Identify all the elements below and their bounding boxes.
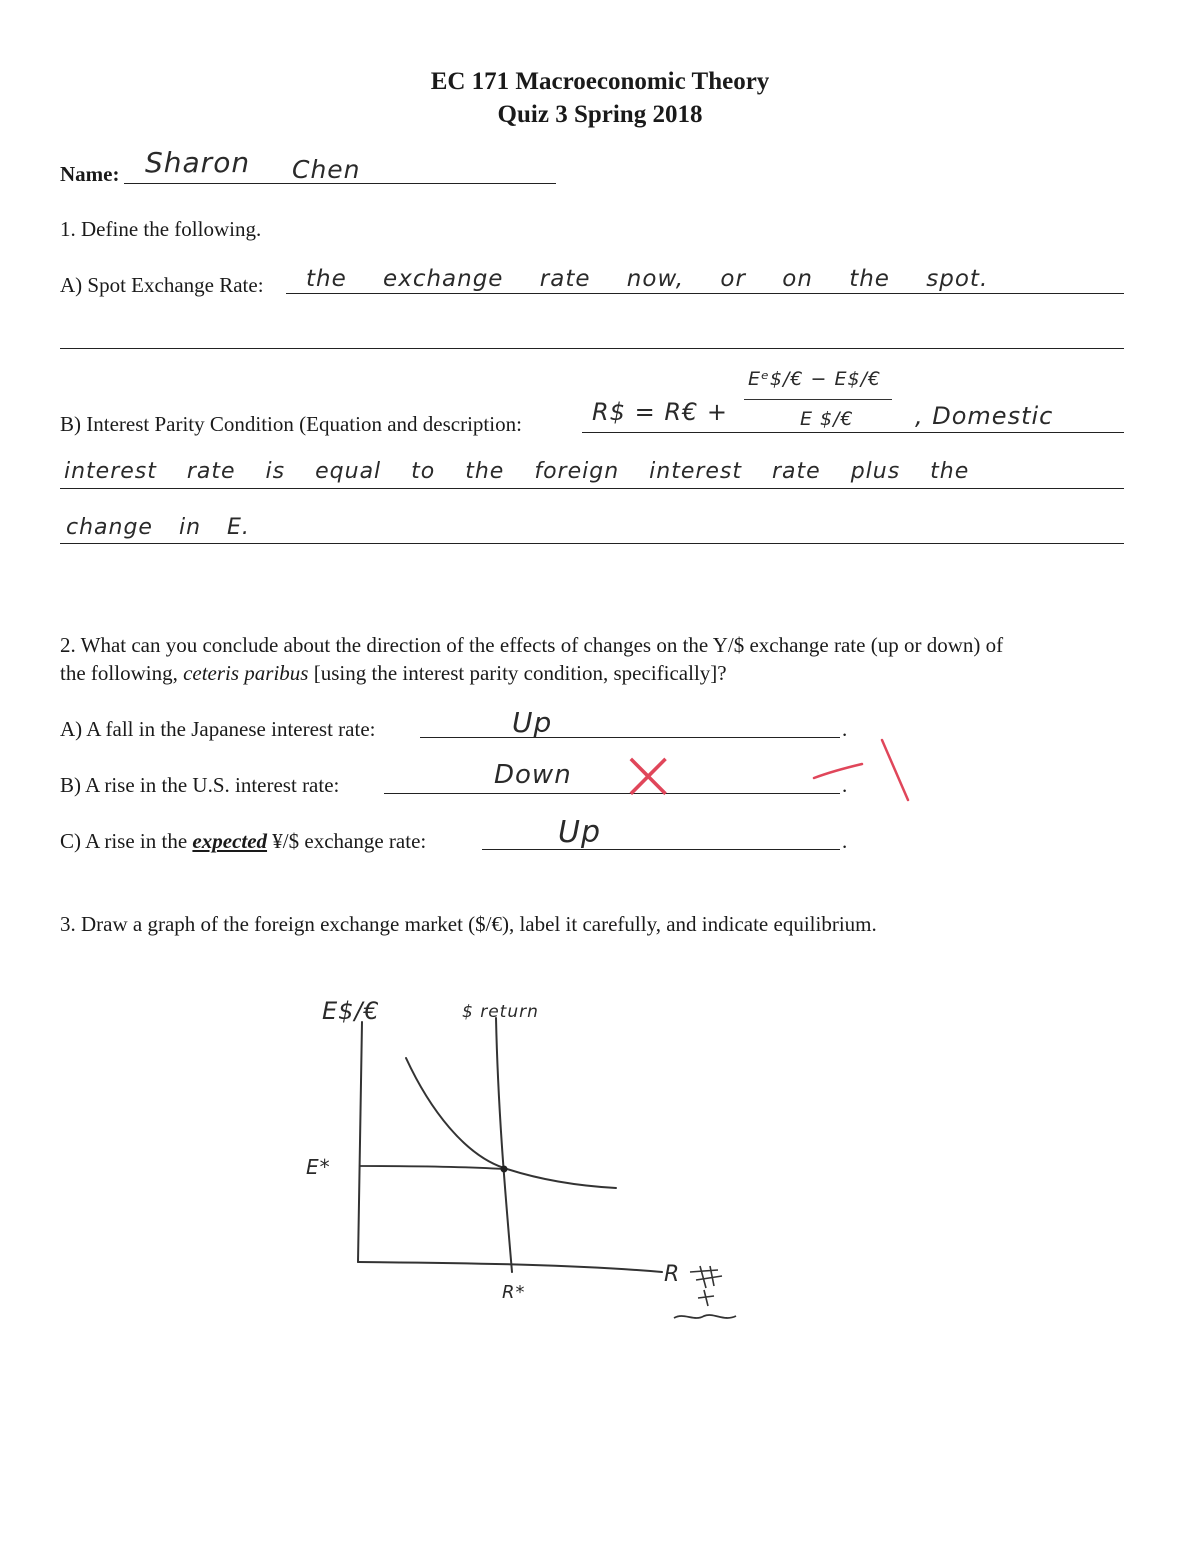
- name-first: Sharon: [145, 146, 251, 179]
- q2a-answer: Up: [512, 706, 553, 739]
- q3-prompt: 3. Draw a graph of the foreign exchange market ($/€), label it carefully, and indicate equilibrium.: [60, 912, 877, 936]
- q2-prompt-line2-a: the following,: [60, 661, 184, 685]
- graph-dollar-return-label: $ return: [462, 1002, 539, 1022]
- q2b-period: .: [842, 773, 848, 797]
- q1b-line-2: [60, 488, 1124, 489]
- quiz-title: Quiz 3 Spring 2018: [497, 101, 703, 128]
- q1a-underline: [286, 293, 1124, 294]
- graph-y-axis-label: E$/€: [322, 997, 380, 1025]
- graph-eq-return-label: R*: [502, 1282, 526, 1303]
- name-label: Name:: [60, 162, 120, 186]
- q1b-equation-denominator: E $/€: [800, 408, 854, 430]
- grader-minus-one-mark: [800, 732, 920, 812]
- q2c-label-b: ¥/$ exchange rate:: [267, 829, 427, 853]
- q2c-period: .: [842, 829, 848, 853]
- q2c-underline: [482, 849, 840, 850]
- q1a-answer: the exchange rate now, or on the spot.: [306, 266, 989, 292]
- q1b-fraction-bar: [744, 399, 892, 400]
- q1b-desc-start: , Domestic: [915, 402, 1054, 430]
- q2a-label: A) A fall in the Japanese interest rate:: [60, 717, 376, 741]
- q2-prompt-line2-b: [using the interest parity condition, specifically]?: [308, 661, 727, 685]
- q2c-label: [60, 829, 426, 854]
- graph-eq-rate-label: E*: [306, 1155, 331, 1179]
- graph-equilibrium-point: [501, 1166, 508, 1173]
- graph-x-axis: [358, 1262, 662, 1272]
- q2b-underline: [384, 793, 840, 794]
- q1b-equation-lhs: R$ = R€ +: [592, 398, 728, 426]
- q2b-answer: Down: [494, 760, 572, 790]
- q2c-label-emph: expected: [192, 829, 268, 853]
- q2-prompt-line2-italic: ceteris paribus: [183, 661, 309, 685]
- graph-x-axis-label: R: [664, 1262, 681, 1287]
- q2a-period: .: [842, 717, 848, 741]
- graph-equilibrium-rate-line: [360, 1166, 504, 1169]
- q1b-desc-line2: interest rate is equal to the foreign interest rate plus the: [64, 459, 970, 484]
- q1a-extra-line: [60, 348, 1124, 349]
- course-title: EC 171 Macroeconomic Theory: [430, 68, 770, 95]
- q2-prompt-line1: 2. What can you conclude about the direction of the effects of changes on the Y/$ exchange rate (up or down) of: [60, 633, 1004, 657]
- q1b-equation-numerator: Eᵉ$/€ − E$/€: [748, 368, 882, 390]
- q2c-answer: Up: [558, 815, 602, 850]
- q1b-desc-line3: change in E.: [66, 515, 250, 540]
- q2c-label-a: C) A rise in the: [60, 829, 193, 853]
- q1-prompt: 1. Define the following.: [60, 217, 262, 241]
- graph-euro-return-curve: [406, 1058, 616, 1188]
- graph-y-axis: [358, 1022, 362, 1262]
- graph-dollar-return-line: [496, 1018, 512, 1272]
- q1b-label: B) Interest Parity Condition (Equation and description:: [60, 412, 522, 436]
- q2-prompt-line2: [60, 661, 727, 686]
- q1b-underline: [582, 432, 1124, 433]
- name-last: Chen: [292, 155, 361, 184]
- q1b-line-3: [60, 543, 1124, 544]
- grader-x-mark: ×: [618, 732, 679, 816]
- graph-scribbled-label-icon: [670, 1262, 750, 1332]
- q1a-label: A) Spot Exchange Rate:: [60, 273, 264, 297]
- q2b-label: B) A rise in the U.S. interest rate:: [60, 773, 340, 797]
